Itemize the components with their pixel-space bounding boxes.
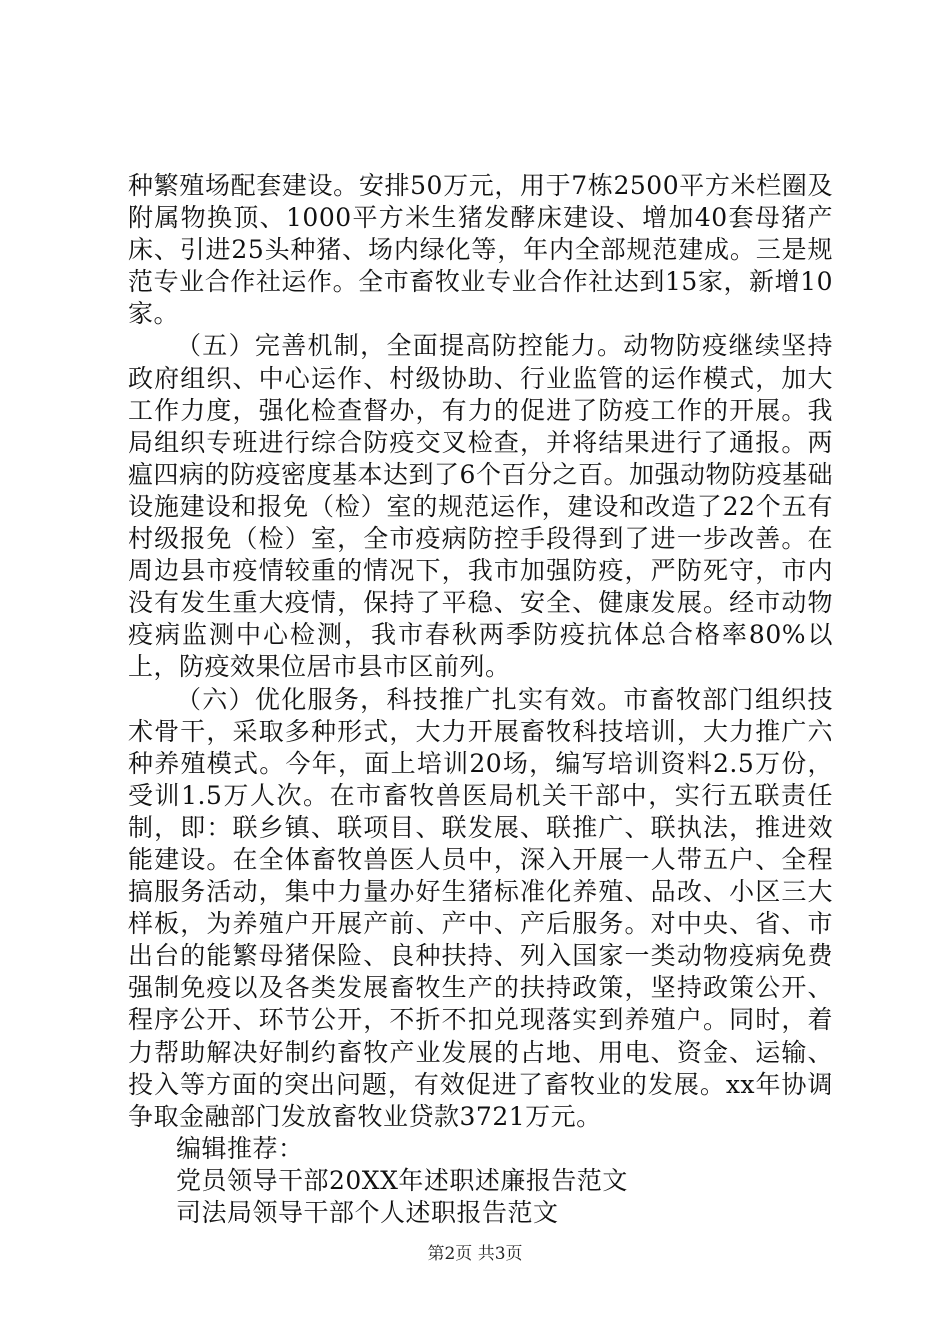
- page-number-footer: 第2页 共3页: [427, 1244, 523, 1264]
- paragraph-cooperatives: 种繁殖场配套建设。安排50万元，用于7栋2500平方米栏圈及附属物换顶、1000平方米生猪发酵床建设、增加40套母猪产床、引进25头种猪、场内绿化等，年内全部规范建成。三是规范专业合作社运作。全市畜牧业专业合作社达到15家，新增10家。: [128, 171, 833, 329]
- recommend-link-judicial-report[interactable]: 司法局领导干部个人述职报告范文: [176, 1198, 559, 1227]
- paragraph-epidemic-prevention: （五）完善机制，全面提高防控能力。动物防疫继续坚持政府组织、中心运作、村级协助、行业监管的运作模式，加大工作力度，强化检查督办，有力的促进了防疫工作的开展。我局组织专班进行综合防疫交叉检查，并将结果进行了通报。两瘟四病的防疫密度基本达到了6个百分之百。加强动物防疫基础设施建设和报免（检）室的规范运作，建设和改造了22个五有村级报免（检）室，全市疫病防控手段得到了进一步改善。在周边县市疫情较重的情况下，我市加强防疫，严防死守，市内没有发生重大疫情，保持了平稳、安全、健康发展。经市动物疫病监测中心检测，我市春秋两季防疫抗体总合格率80%以上，防疫效果位居市县市区前列。: [128, 331, 833, 682]
- document-body: [128, 170, 833, 1229]
- recommend-label: 编辑推荐：: [176, 1133, 304, 1163]
- recommend-link-party-report[interactable]: 党员领导干部20XX年述职述廉报告范文: [176, 1165, 628, 1195]
- paragraph-service-technology: （六）优化服务，科技推广扎实有效。市畜牧部门组织技术骨干，采取多种形式，大力开展畜牧科技培训，大力推广六种养殖模式。今年，面上培训20场，编写培训资料2.5万份，受训1.5万人次。在市畜牧兽医局机关干部中，实行五联责任制，即：联乡镇、联项目、联发展、联推广、联执法，推进效能建设。在全体畜牧兽医人员中，深入开展一人带五户、全程搞服务活动，集中力量办好生猪标准化养殖、品改、小区三大样板，为养殖户开展产前、产中、产后服务。对中央、省、市出台的能繁母猪保险、良种扶持、列入国家一类动物疫病免费强制免疫以及各类发展畜牧生产的扶持政策，坚持政策公开、程序公开、环节公开，不折不扣兑现落实到养殖户。同时，着力帮助解决好制约畜牧产业发展的占地、用电、资金、运输、投入等方面的突出问题，有效促进了畜牧业的发展。xx年协调争取金融部门发放畜牧业贷款3721万元。: [128, 684, 833, 1131]
